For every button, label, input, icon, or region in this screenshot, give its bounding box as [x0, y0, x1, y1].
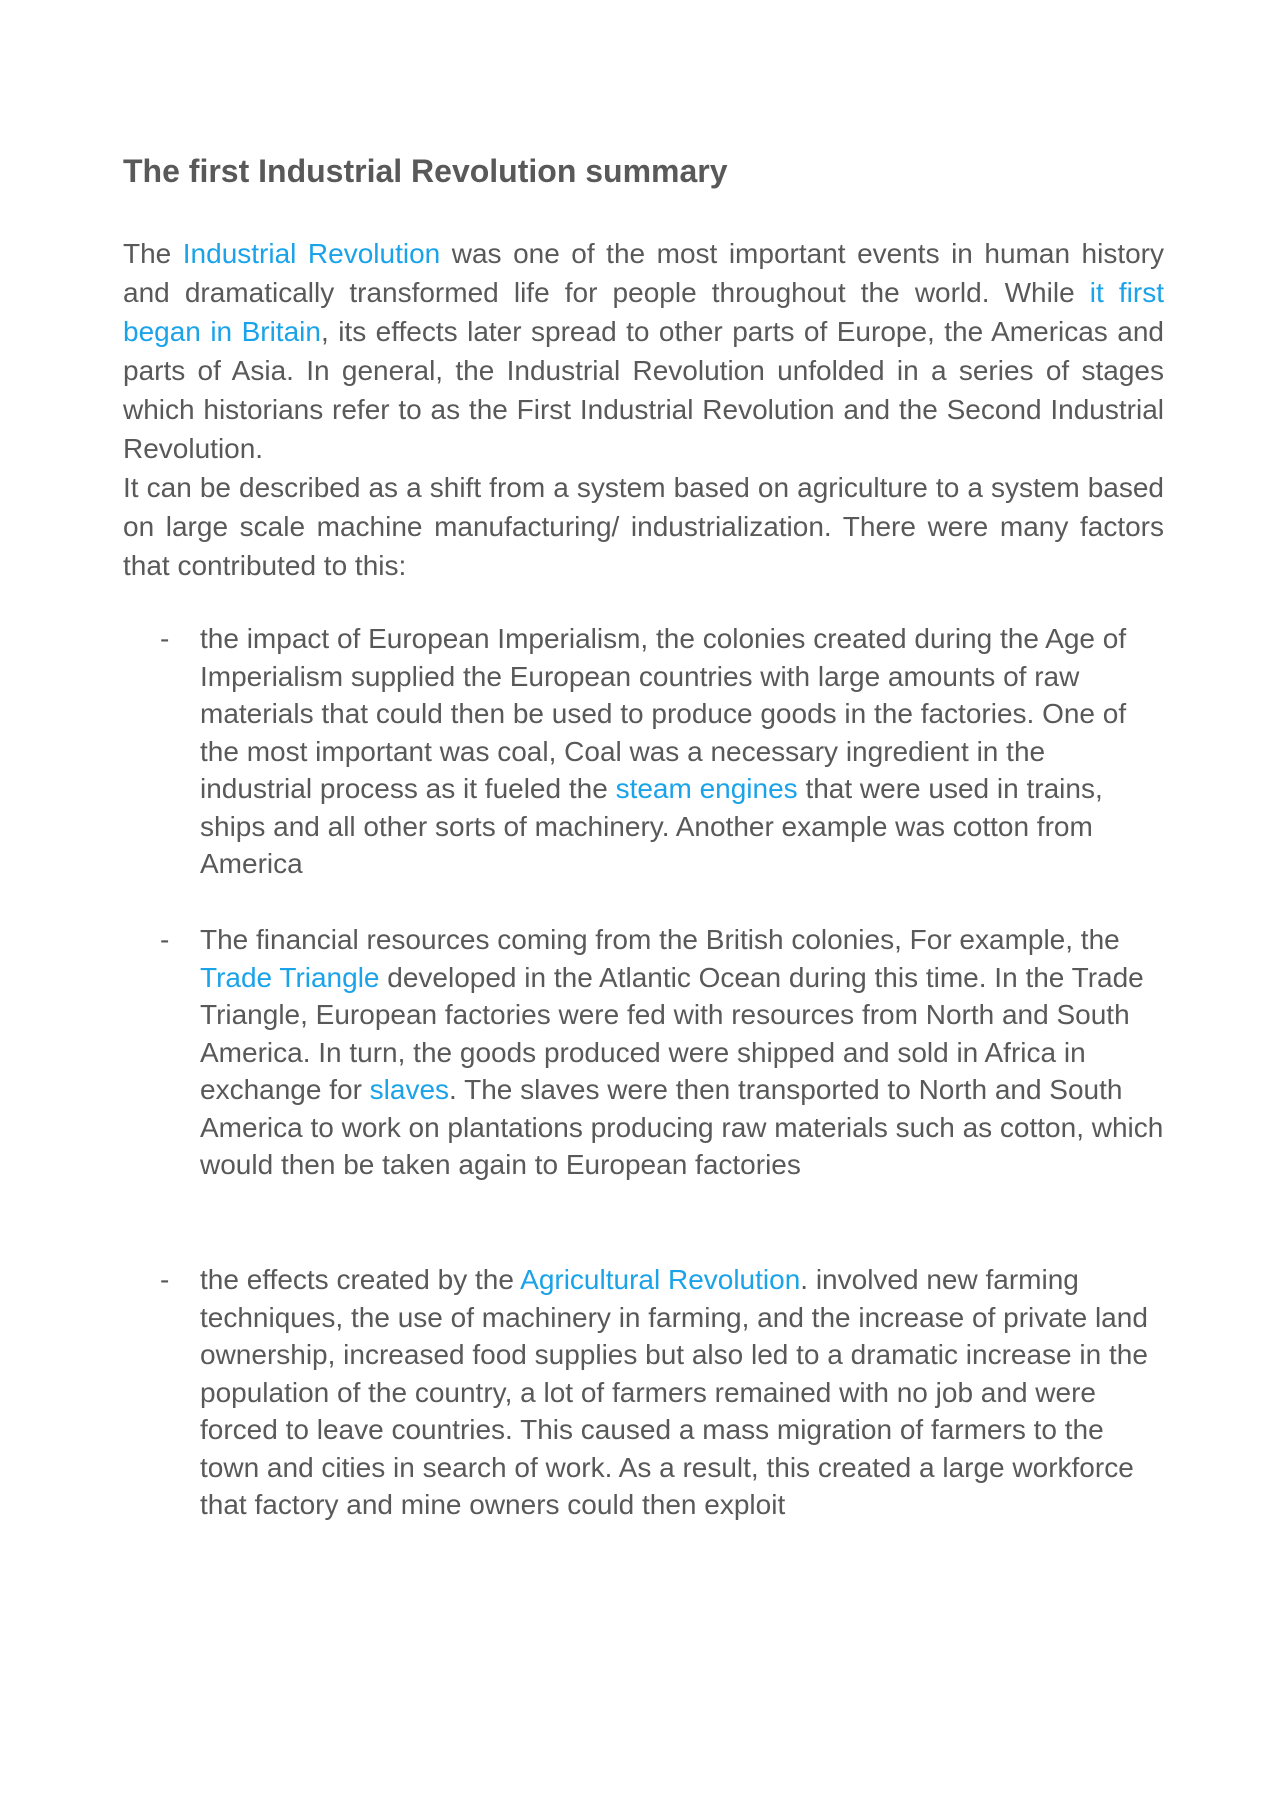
slaves-link[interactable]: slaves [369, 1074, 450, 1105]
list-text: . The slaves were then transported to North and South America to work on plantations producing raw materials such as cotton, which would then be taken again to European factories [200, 1074, 1164, 1180]
intro-paragraph-2: It can be described as a shift from a system based on agriculture to a system based on large scale machine manufacturing/ industrialization. There were many factors that contributed to this: [123, 472, 1164, 581]
intro-section [123, 234, 1164, 585]
intro-text: was one of the most important events in human history and dramatically transformed life for people throughout the world. While [123, 238, 1165, 308]
list-text: The financial resources coming from the British colonies, For example, the [200, 924, 1120, 955]
list-item-text [200, 620, 1164, 883]
trade-triangle-link[interactable]: Trade Triangle [200, 961, 380, 993]
intro-paragraph-1 [123, 234, 1164, 468]
list-text: that were used in trains, ships and all other sorts of machinery. Another example was cotton from America [200, 773, 1103, 879]
list-dash: - [160, 924, 170, 955]
intro-text: The [123, 238, 183, 269]
list-dash: - [160, 1264, 170, 1295]
list-text: . involved new farming techniques, the use of machinery in farming, and the increase of private land ownership, increased food supplies but also led to a dramatic increase in the population of the country, a lot of farmers remained with no job and were forced to leave countries. This caused a mass migration of farmers to the town and cities in search of work. As a result, this created a large workforce that factory and mine owners could then exploit [200, 1264, 1148, 1520]
list-text: developed in the Atlantic Ocean during this time. In the Trade Triangle, European factories were fed with resources from North and South America. In turn, the goods produced were shipped and sold in Africa in exchange for [200, 961, 1144, 1105]
agricultural-revolution-link[interactable]: Agricultural Revolution [520, 1264, 801, 1295]
list-text: the impact of European Imperialism, the colonies created during the Age of Imperialism supplied the European countries with large amounts of raw materials that could then be used to produce goods in the factories. One of the most important was coal, Coal was a necessary ingredient in the industrial process as it fueled the [200, 623, 1127, 804]
list-item-text [200, 1261, 1164, 1524]
list-text: the effects created by the [200, 1264, 521, 1295]
page-title: The first Industrial Revolution summary [123, 153, 728, 189]
industrial-revolution-link[interactable]: Industrial Revolution [182, 238, 441, 269]
began-in-britain-link[interactable]: it first began in Britain [123, 277, 1164, 347]
list-dash: - [160, 623, 170, 654]
intro-text: , its effects later spread to other parts of Europe, the Americas and parts of Asia. In general, the Industrial Revolution unfolded in a series of stages which historians refer to as the First Industrial Revolution and the Second Industrial Revolution. [123, 316, 1164, 464]
list-item-text [200, 921, 1164, 1184]
steam-engines-link[interactable]: steam engines [615, 773, 798, 804]
